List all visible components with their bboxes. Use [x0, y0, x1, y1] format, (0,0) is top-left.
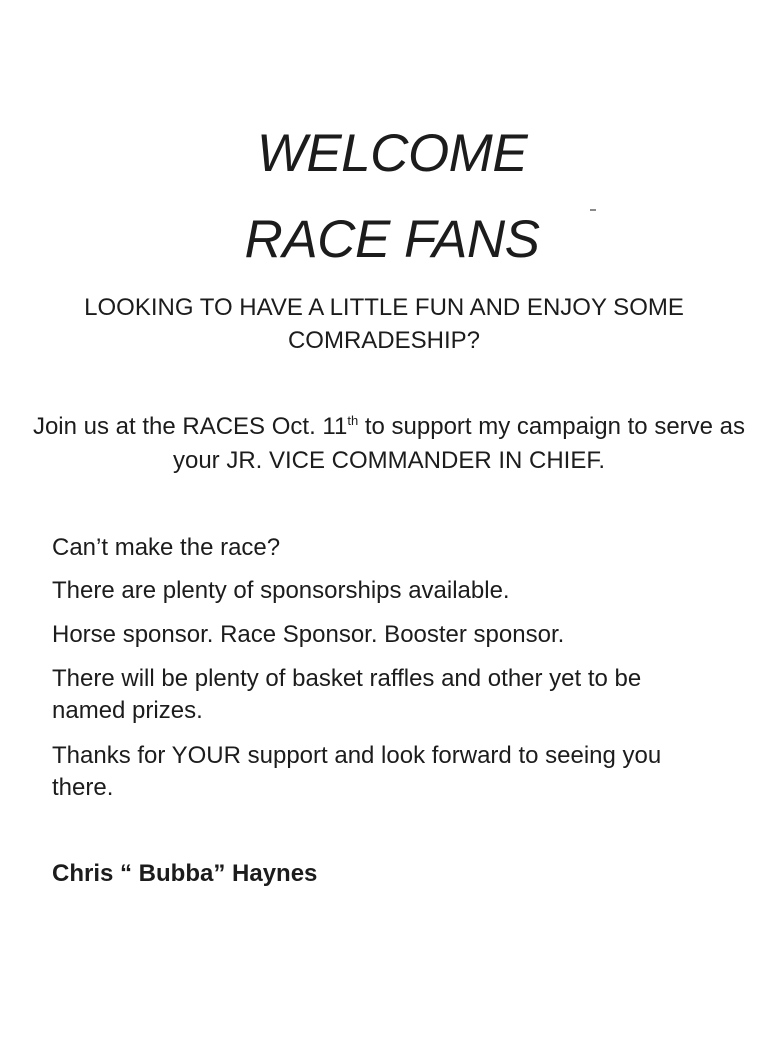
- paragraph-thanks: Thanks for YOUR support and look forward to seeing you there.: [52, 742, 662, 801]
- paragraph-raffles: There will be plenty of basket raffles and other yet to be named prizes.: [52, 665, 642, 724]
- signature: Chris “ Bubba” Haynes: [52, 860, 318, 887]
- invitation-text: [30, 410, 748, 478]
- date-ordinal-suffix: th: [347, 413, 359, 428]
- paragraph-sponsorships: There are plenty of sponsorships available.: [52, 577, 510, 604]
- title-race-fans: RACE FANS: [244, 210, 540, 269]
- title-welcome: WELCOME: [256, 124, 528, 183]
- invitation-lead: Join us at the RACES Oct. 11: [32, 413, 348, 440]
- subtitle-question: LOOKING TO HAVE A LITTLE FUN AND ENJOY SOME COMRADESHIP?: [84, 294, 684, 354]
- invitation-rest: to support my campaign to serve as your JR. VICE COMMANDER IN CHIEF.: [172, 413, 746, 474]
- scan-speck: [590, 209, 596, 211]
- paragraph-sponsor-types: Horse sponsor. Race Sponsor. Booster sponsor.: [52, 621, 565, 648]
- paragraph-cant-make-race: Can’t make the race?: [52, 534, 281, 561]
